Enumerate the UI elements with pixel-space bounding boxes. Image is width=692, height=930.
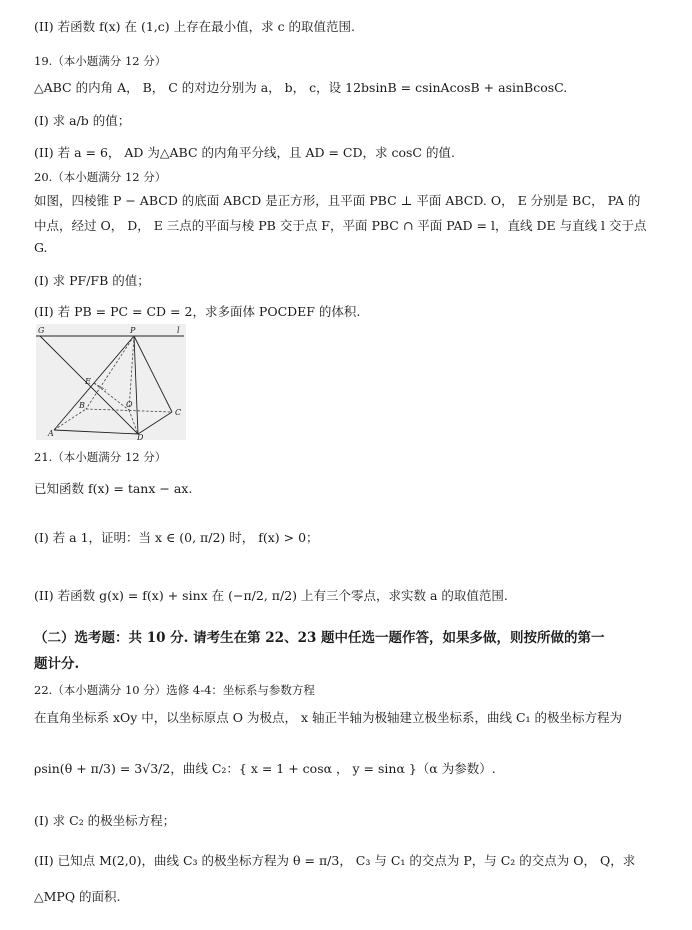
label-C: C	[175, 408, 182, 417]
q22-part1: (I) 求 C₂ 的极坐标方程；	[34, 813, 176, 828]
q19-header: 19.（本小题满分 12 分）	[34, 54, 167, 68]
q22-stem-line1: 在直角坐标系 xOy 中，以坐标原点 O 为极点， x 轴正半轴为极轴建立极坐标系，曲线 C₁ 的极坐标方程为	[34, 710, 623, 725]
q22-header: 22.（本小题满分 10 分）选修 4-4：坐标系与参数方程	[34, 683, 315, 697]
q19-part1: (I) 求 a/b 的值；	[34, 113, 131, 128]
pyramid-diagram	[36, 324, 186, 440]
label-A: A	[48, 429, 54, 438]
q21-stem: 已知函数 f(x) = tanx − ax.	[34, 481, 193, 496]
q19-part2: (II) 若 a = 6， AD 为△ABC 的内角平分线，且 AD = CD，求 cosC 的值.	[34, 145, 455, 160]
label-D: D	[137, 433, 144, 440]
q22-part2-cont: △MPQ 的面积.	[34, 889, 121, 904]
q20-stem-line2: 中点，经过 O， D， E 三点的平面与棱 PB 交于点 F，平面 PBC ∩ 平面 PAD = l，直线 DE 与直线 l 交于点	[34, 218, 647, 233]
label-l: l	[177, 326, 180, 335]
q22-part2: (II) 已知点 M(2,0)，曲线 C₃ 的极坐标方程为 θ = π/3， C₃ 与 C₁ 的交点为 P，与 C₂ 的交点为 O， Q，求	[34, 853, 636, 868]
q19-stem: △ABC 的内角 A， B， C 的对边分别为 a， b， c，设 12bsinB = csinAcosB + asinBcosC.	[34, 80, 568, 95]
q22-stem-line2: ρsin(θ + π/3) = 3√3/2，曲线 C₂：{ x = 1 + cosα ， y = sinα }（α 为参数）.	[34, 761, 496, 776]
elective-heading-line1: （二）选考题：共 10 分. 请考生在第 22、23 题中任选一题作答，如果多做，则按所做的第一	[34, 630, 605, 646]
label-B: B	[79, 401, 85, 410]
q18-part2: (II) 若函数 f(x) 在 (1,c) 上存在最小值，求 c 的取值范围.	[34, 19, 356, 34]
q21-part1: (I) 若 a 1，证明：当 x ∈ (0, π/2) 时， f(x) > 0；	[34, 530, 319, 545]
q20-part1: (I) 求 PF/FB 的值；	[34, 273, 150, 288]
q20-stem-line1: 如图，四棱锥 P − ABCD 的底面 ABCD 是正方形，且平面 PBC ⊥ 平面 ABCD. O， E 分别是 BC， PA 的	[34, 193, 641, 208]
q20-header: 20.（本小题满分 12 分）	[34, 170, 167, 184]
elective-heading-line2: 题计分.	[34, 656, 80, 672]
q21-part2: (II) 若函数 g(x) = f(x) + sinx 在 (−π/2, π/2) 上有三个零点，求实数 a 的取值范围.	[34, 588, 508, 603]
q21-header: 21.（本小题满分 12 分）	[34, 450, 167, 464]
label-P: P	[130, 326, 136, 335]
label-O: O	[126, 400, 133, 409]
q20-stem-line3: G.	[34, 240, 48, 255]
label-E: E	[85, 377, 91, 386]
pyramid-figure	[36, 324, 186, 440]
q20-part2: (II) 若 PB = PC = CD = 2，求多面体 POCDEF 的体积.	[34, 304, 361, 319]
label-G: G	[38, 326, 45, 335]
